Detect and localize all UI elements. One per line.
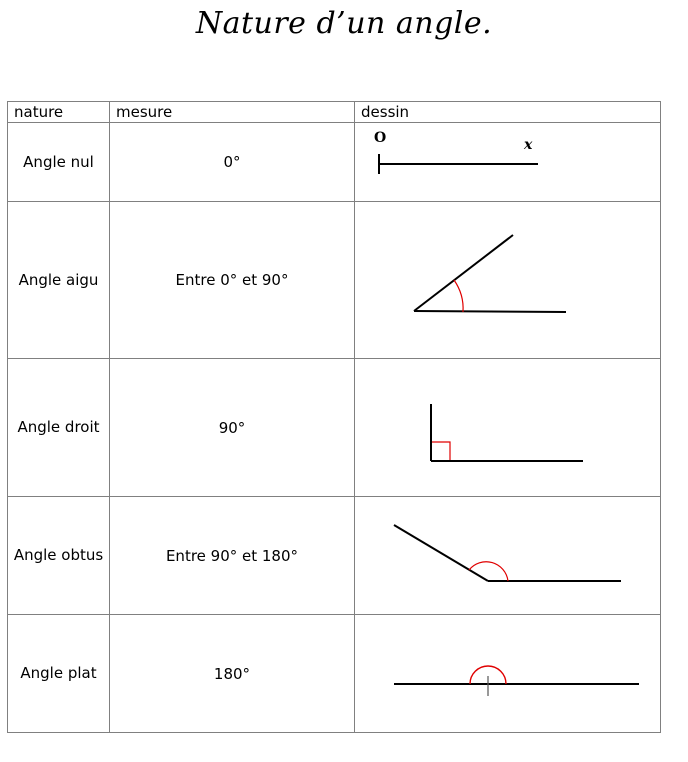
ray-line: [394, 525, 488, 581]
mesure-cell: 0°: [110, 123, 355, 202]
header-nature: nature: [8, 102, 110, 123]
table-row: [8, 497, 661, 615]
acute-angle-drawing: [355, 202, 660, 358]
angles-table: [7, 101, 661, 733]
drawing-cell: [355, 123, 661, 202]
right-angle-mark: [432, 442, 450, 460]
nature-cell: Angle plat: [8, 615, 110, 733]
page-title: Nature d’un angle.: [195, 6, 493, 41]
straight-angle-drawing: [355, 615, 660, 732]
mesure-cell: Entre 0° et 90°: [110, 202, 355, 359]
drawing-cell: [355, 359, 661, 497]
drawing-cell: [355, 497, 661, 615]
drawing-cell: [355, 202, 661, 359]
table-row: [8, 359, 661, 497]
table-row: [8, 123, 661, 202]
ray-line: [414, 235, 513, 311]
mesure-cell: Entre 90° et 180°: [110, 497, 355, 615]
nature-cell: Angle aigu: [8, 202, 110, 359]
nature-cell: Angle nul: [8, 123, 110, 202]
origin-label: O: [374, 130, 387, 146]
table-row: [8, 202, 661, 359]
nature-cell: Angle droit: [8, 359, 110, 497]
header-dessin: dessin: [355, 102, 661, 123]
ray-label: x: [524, 137, 533, 153]
nature-cell: Angle obtus: [8, 497, 110, 615]
ray-line: [414, 311, 566, 312]
angle-arc: [454, 280, 463, 312]
mesure-cell: 90°: [110, 359, 355, 497]
mesure-cell: 180°: [110, 615, 355, 733]
angle-arc: [469, 562, 508, 581]
obtuse-angle-drawing: [355, 497, 660, 614]
right-angle-drawing: [355, 359, 660, 496]
header-mesure: mesure: [110, 102, 355, 123]
drawing-cell: [355, 615, 661, 733]
table-row: [8, 615, 661, 733]
null-angle-drawing: [355, 123, 660, 201]
table-header-row: [8, 102, 661, 123]
